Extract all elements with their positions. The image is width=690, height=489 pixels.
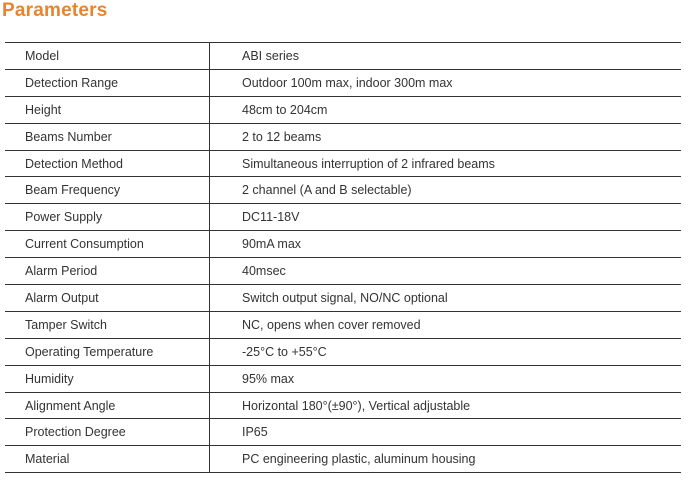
param-label: Alignment Angle <box>5 392 210 419</box>
param-label: Power Supply <box>5 204 210 231</box>
param-value: Switch output signal, NO/NC optional <box>210 285 682 312</box>
param-label: Alarm Output <box>5 285 210 312</box>
table-row <box>5 419 681 446</box>
table-row <box>5 285 681 312</box>
param-label: Alarm Period <box>5 258 210 285</box>
table-row <box>5 392 681 419</box>
param-label: Humidity <box>5 365 210 392</box>
param-value: 2 to 12 beams <box>210 123 682 150</box>
param-label: Model <box>5 43 210 70</box>
param-label: Operating Temperature <box>5 338 210 365</box>
param-value: -25°C to +55°C <box>210 338 682 365</box>
param-label: Current Consumption <box>5 231 210 258</box>
table-row <box>5 258 681 285</box>
param-label: Beams Number <box>5 123 210 150</box>
param-label: Detection Method <box>5 150 210 177</box>
param-value: Simultaneous interruption of 2 infrared beams <box>210 150 682 177</box>
param-value: DC11-18V <box>210 204 682 231</box>
param-label: Height <box>5 96 210 123</box>
param-value: 90mA max <box>210 231 682 258</box>
table-row <box>5 123 681 150</box>
table-row <box>5 150 681 177</box>
param-label: Protection Degree <box>5 419 210 446</box>
table-row <box>5 43 681 70</box>
param-value: 2 channel (A and B selectable) <box>210 177 682 204</box>
table-row <box>5 338 681 365</box>
param-label: Material <box>5 446 210 473</box>
param-value: 40msec <box>210 258 682 285</box>
table-row <box>5 177 681 204</box>
table-row <box>5 311 681 338</box>
param-value: ABI series <box>210 43 682 70</box>
table-row <box>5 365 681 392</box>
param-value: NC, opens when cover removed <box>210 311 682 338</box>
param-value: Horizontal 180°(±90°), Vertical adjustable <box>210 392 682 419</box>
table-row <box>5 69 681 96</box>
param-label: Beam Frequency <box>5 177 210 204</box>
table-row <box>5 231 681 258</box>
parameters-table <box>5 42 681 473</box>
param-value: PC engineering plastic, aluminum housing <box>210 446 682 473</box>
param-value: Outdoor 100m max, indoor 300m max <box>210 69 682 96</box>
param-label: Detection Range <box>5 69 210 96</box>
table-row <box>5 96 681 123</box>
page-title: Parameters <box>2 0 108 21</box>
table-row <box>5 446 681 473</box>
param-value: 95% max <box>210 365 682 392</box>
table-row <box>5 204 681 231</box>
param-value: IP65 <box>210 419 682 446</box>
param-value: 48cm to 204cm <box>210 96 682 123</box>
param-label: Tamper Switch <box>5 311 210 338</box>
